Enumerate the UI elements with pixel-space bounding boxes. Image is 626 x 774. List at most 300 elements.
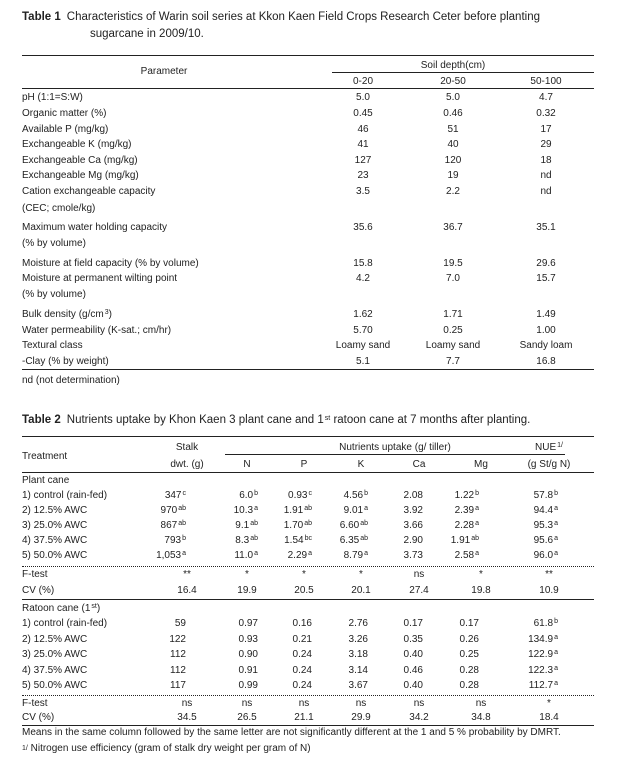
table2-treatment-value: 5) 50.0% AWC [22, 680, 88, 691]
table1-cell-value: 7.0 [446, 273, 460, 284]
table2-stat-value-value: 19.8 [471, 585, 491, 596]
table2-note-dmrt-value: Means in the same column followed by the same letter are not significantly different at the 1 and 5 % probability by DMRT. [22, 727, 561, 738]
table1-depth-col [440, 76, 466, 88]
table2-cell-value: 8.79 [343, 550, 364, 561]
table2-cell-letter: b [182, 535, 186, 542]
table2-cell-value: 0.35 [403, 633, 423, 645]
table1-row-label [22, 124, 108, 136]
table2-cell-value: 117 [170, 680, 186, 691]
table2-cell [404, 520, 423, 532]
table2-stat-value-value: ns [413, 698, 425, 709]
table2-stat-value-value: 20.1 [351, 585, 371, 596]
table2-nutrient-col [413, 459, 426, 471]
table2-cell [293, 649, 312, 661]
table2-cell [156, 550, 186, 562]
table2-cell-value: 3.73 [403, 550, 423, 561]
table1-depth-col [530, 76, 561, 88]
table2-cell-letter: a [308, 550, 312, 557]
table2-cell [460, 618, 479, 630]
table1-cell [540, 124, 551, 136]
table2-nutrients-header-value: Nutrients uptake (g/ tiller) [339, 442, 451, 453]
table2-stat-value-value: ** [183, 569, 191, 580]
table2-stat-label-value: CV (%) [22, 712, 55, 723]
table2-cell [239, 618, 258, 630]
table1-cell [443, 222, 462, 234]
table2-cell [404, 680, 423, 692]
table2-cell-value: 2.90 [403, 535, 423, 546]
table2-cell [349, 618, 368, 630]
table2-cell-value: 9.1 [235, 520, 250, 531]
table2-nue-header [535, 442, 563, 454]
table2-cell-letter: b [364, 490, 368, 497]
table2-stat-value-value: 10.9 [539, 585, 559, 596]
table2-nutrient-col [474, 459, 488, 471]
table1-cell [353, 325, 372, 337]
table1-footnote-value: nd (not determination) [22, 375, 120, 386]
table2-cell-value: 3.26 [348, 633, 368, 645]
table2-stat-value [294, 712, 313, 724]
table2-cell [534, 618, 558, 630]
table1-cell-value: 1.00 [536, 325, 556, 336]
table2-stat-value-value: * [547, 698, 551, 709]
table2-cell-value: 3.92 [403, 505, 423, 516]
table2-stat-value-value: 29.9 [351, 712, 371, 723]
table2-cell-letter: ab [250, 520, 258, 527]
table2-nutrient-col-value: N [243, 459, 251, 470]
table2-cell-letter: a [554, 649, 558, 656]
table1-cell [447, 139, 458, 151]
table1-cell [353, 222, 372, 234]
table1-cell-value: 1.62 [353, 309, 373, 320]
table2-cell-value: 6.0 [239, 490, 254, 501]
table2-cell-letter: b [554, 618, 558, 625]
table2-cell-value: 11.0 [234, 550, 254, 561]
table2-stat-value-value: ns [475, 698, 487, 709]
table1-row-label [22, 108, 106, 120]
table2-plant-cane-label [22, 475, 69, 487]
table2-stat-label-value: F-test [22, 698, 48, 709]
table1-row-label [22, 155, 138, 167]
table2-stat-value [245, 569, 249, 581]
table1-row-label-value: pH (1:1=S:W) [22, 92, 83, 103]
table2-nue-header-letter: 1/ [557, 442, 563, 449]
table1-header-rule [22, 88, 594, 89]
table2-cell-value: 112.7 [528, 680, 554, 691]
table2-cell [293, 618, 312, 630]
table2-cell [404, 665, 423, 677]
table2-treatment-value: 5) 50.0% AWC [22, 550, 88, 561]
table2-treatment [22, 535, 87, 547]
table1-cell [356, 92, 370, 104]
table2-cell [340, 535, 368, 547]
table2-ratoon-label [22, 603, 100, 615]
table1-cell [426, 340, 480, 352]
table2-cell-value: 0.17 [459, 618, 479, 629]
table1-row-label-value: Bulk density (g/cm [22, 309, 104, 320]
table2-cell [455, 505, 479, 517]
table2-cell [349, 649, 368, 661]
table1-cell [356, 273, 370, 285]
table1-cell-value: Loamy sand [425, 340, 481, 351]
table2-cell [455, 520, 479, 532]
table2-cell-value: 2.28 [454, 520, 475, 531]
table2-cell-value: 96.0 [533, 550, 554, 561]
table2-stat-value [359, 569, 363, 581]
table2-stat-value-value: * [359, 569, 363, 580]
table2-treatment-value: 3) 25.0% AWC [22, 649, 88, 660]
table2-stat-value-value: 27.4 [409, 585, 429, 596]
table2-cell-value: 0.24 [292, 649, 312, 660]
table2-cell [175, 618, 186, 630]
table2-treatment [22, 618, 107, 630]
table2-cell [235, 520, 258, 532]
table2-cell-letter: a [475, 520, 479, 527]
table2-cell-value: 0.21 [292, 633, 312, 645]
table1-cell [536, 222, 555, 234]
table1-cell-value: 19 [447, 170, 459, 181]
table2-stalk-unit [170, 459, 203, 471]
table2-cell-value: 0.93 [288, 490, 308, 501]
table2-cell-value: 1.91 [450, 535, 471, 546]
table2-cell-letter: a [554, 680, 558, 687]
table2-cell-value: 867 [160, 520, 178, 531]
table2-cell-value: 0.24 [292, 680, 312, 691]
table1-cell-value: 5.0 [446, 92, 460, 103]
table1-row-label-value: Cation exchangeable capacity [22, 186, 156, 197]
table2-cell [293, 680, 312, 692]
table2-cell-letter: c [182, 490, 186, 497]
table2-cell-value: 1.22 [454, 490, 475, 501]
table2-cell [164, 535, 186, 547]
table2-stat-value-value: 20.5 [294, 585, 314, 596]
table2-cell [534, 505, 558, 517]
table2-cell-value: 0.28 [459, 664, 479, 676]
table2-stat-value [479, 569, 483, 581]
table2-nue-unit [528, 459, 571, 471]
table2-stat-value-value: ns [413, 569, 425, 580]
table1-cell-value: 1.49 [536, 309, 556, 320]
table2-stat-label [22, 569, 48, 581]
table1-cell-value: 36.7 [443, 222, 463, 233]
table2-cell-letter: b [554, 490, 558, 497]
table1-parameter-header [141, 66, 188, 78]
table2-cell [234, 550, 258, 562]
table2-treatment-header [22, 451, 67, 463]
table1-cell [540, 170, 551, 182]
table1-cell-value: 19.5 [443, 258, 463, 269]
table1-cell [355, 155, 372, 167]
table2-cell-letter: ab [178, 505, 186, 512]
table2-treatment-value: 4) 37.5% AWC [22, 664, 88, 676]
table2-ratoon-label-tail: ) [96, 603, 101, 614]
table2-stat-value-value: ns [355, 698, 367, 709]
table1-row-label [22, 340, 83, 352]
table1-row-label-cont [22, 203, 95, 215]
table1-row-label-cont [22, 238, 86, 250]
table2-cell [404, 550, 423, 562]
superscript: 3 [104, 309, 109, 316]
table2-cell-value: 122.9 [528, 649, 554, 660]
table2-cell [528, 649, 558, 661]
table2-stat-value-value: * [245, 569, 249, 580]
table2-cell-value: 3.14 [348, 664, 368, 676]
table2-cell [161, 520, 186, 532]
table2-cell [239, 649, 258, 661]
table2-nutrient-col [243, 459, 250, 471]
table2-cell-value: 0.93 [238, 633, 258, 645]
table1-cell-value: 23 [357, 170, 369, 181]
table1-row-label [22, 309, 112, 321]
table2-stat-value-value: * [479, 569, 483, 580]
table2-cell-letter: a [475, 505, 479, 512]
table2-cell [288, 550, 312, 562]
table2-cell [344, 550, 368, 562]
table1-cell [536, 108, 555, 120]
table2-cell [235, 535, 258, 547]
table2-cell-value: 2.58 [454, 550, 475, 561]
table2-cell-letter: a [475, 550, 479, 557]
table2-cell-letter: c [308, 490, 312, 497]
table2-stat-value [351, 585, 370, 597]
table2-header-rule [22, 472, 594, 473]
table2-stat-value-value: 34.5 [177, 712, 197, 723]
table1-cell-value: 4.2 [356, 273, 370, 284]
table2-cell-value: 0.40 [403, 680, 423, 691]
table2-cell-letter: a [554, 550, 558, 557]
table1-cell [443, 309, 462, 321]
table2-stat-value-value: 26.5 [237, 712, 257, 723]
table1-row-label [22, 170, 139, 182]
table1-cell [353, 258, 372, 270]
table1-row-label-value: Exchangeable K (mg/kg) [22, 139, 132, 150]
table2-cell [349, 680, 368, 692]
table2-nue-header-value: NUE [535, 442, 557, 453]
table1-cell [536, 273, 555, 285]
table2-cell [288, 490, 312, 502]
table2-cell-letter: a [554, 520, 558, 527]
table2-cell [170, 649, 186, 661]
table2-stat-value [409, 712, 428, 724]
table2-cell [170, 665, 186, 677]
table2-cell-value: 134.9 [528, 633, 554, 645]
table2-cell [534, 520, 558, 532]
table2-cell-value: 94.4 [533, 505, 554, 516]
table1-top-rule [22, 55, 594, 56]
table1-row-label [22, 273, 177, 285]
table2-cell [169, 634, 186, 646]
table2-cell-value: 61.8 [533, 618, 554, 629]
table2-caption-sup: st [324, 415, 331, 422]
table2-stat-value [471, 585, 490, 597]
table1-depth-rule [332, 72, 594, 73]
table1-cell-value: 0.46 [443, 108, 463, 119]
table2-cell-letter: a [554, 505, 558, 512]
table1-footnote [22, 375, 120, 387]
table2-ratoon-label-value: Ratoon cane (1 [22, 603, 91, 614]
table2-cell-letter: a [364, 550, 368, 557]
table1-caption-label: Table 1 [22, 11, 61, 23]
table2-treatment-value: 2) 12.5% AWC [22, 633, 88, 645]
table2-top-rule [22, 436, 594, 437]
table2-cell-value: 0.26 [459, 633, 479, 645]
table2-cell [460, 680, 479, 692]
table2-cell-letter: a [554, 633, 558, 641]
table2-nutrients-rule [225, 454, 565, 455]
table1-soil-depth-header-value: Soil depth(cm) [420, 60, 486, 71]
table1-cell-value: 5.1 [356, 356, 370, 367]
table2-stat-label [22, 698, 48, 710]
table2-cell-value: 793 [164, 535, 182, 546]
table2-cell-value: 0.28 [459, 680, 479, 691]
table2-cell [528, 665, 558, 677]
table2-cell-value: 122 [169, 633, 186, 645]
table1-cell-value: 0.32 [536, 108, 556, 119]
table2-cell-value: 3.18 [348, 649, 368, 660]
table2-cell [239, 490, 258, 502]
table2-treatment [22, 634, 87, 646]
table1-cell [540, 155, 551, 167]
table1-row-label [22, 139, 132, 151]
table1-cell [446, 356, 460, 368]
table2-cell-letter: ab [178, 520, 186, 527]
table2-cell [284, 535, 312, 547]
table1-cell [356, 356, 370, 368]
table2-cell [534, 490, 558, 502]
table1-row-label-value: Moisture at field capacity (% by volume) [22, 258, 199, 269]
table1-cell-value: 40 [447, 139, 459, 150]
table1-cell-value: 35.1 [536, 222, 556, 233]
table2-cell-value: 2.29 [287, 550, 308, 561]
table2-stat-value [351, 712, 370, 724]
table2-cell-value: 8.3 [235, 535, 250, 546]
table1-cell-value: 41 [357, 139, 369, 150]
table1-cell-value: 16.8 [536, 356, 556, 367]
table1-depth-col-value: 50-100 [530, 76, 562, 87]
table2-cell-value: 2.39 [454, 505, 475, 516]
table2-cell-value: 57.8 [533, 490, 554, 501]
table1-cell-value: Sandy loam [519, 340, 573, 351]
table2-stat-value-value: 34.2 [409, 712, 429, 723]
table1-cell-value: 18 [540, 155, 552, 166]
table1-cell-value: 15.7 [536, 273, 556, 284]
table2-mid-rule [22, 599, 594, 600]
table2-stat-value [237, 712, 256, 724]
table2-stalk-header [176, 442, 198, 454]
table1-row-label [22, 258, 199, 270]
table2-stat-value [183, 569, 191, 581]
table2-cell [404, 490, 423, 502]
table2-stat-value-value: ns [298, 698, 310, 709]
table2-cell-letter: a [182, 550, 186, 557]
table2-cell-letter: a [554, 664, 558, 672]
table1-cell-value: 29 [540, 139, 552, 150]
table2-cell-letter: ab [360, 520, 368, 527]
table2-cell-letter: ab [471, 535, 479, 542]
table2-treatment-value: 3) 25.0% AWC [22, 520, 88, 531]
table2-stat-value-value: 34.8 [471, 712, 491, 723]
table1-row-label-value: Available P (mg/kg) [22, 124, 109, 135]
table1-cell-value: 4.7 [539, 92, 553, 103]
table2-cell [344, 490, 368, 502]
table1-cell [443, 258, 462, 270]
table2-cell-value: 6.60 [339, 520, 360, 531]
table2-cell [404, 649, 423, 661]
table1-row-label-value: Water permeability (K-sat.; cm/hr) [22, 325, 172, 336]
table2-cell-letter: ab [304, 520, 312, 527]
table2-cell [460, 649, 479, 661]
table2-cell [349, 665, 368, 677]
table1-cell-value: 127 [354, 155, 372, 166]
table2-cell [404, 634, 423, 646]
table1-cell [446, 273, 460, 285]
table2-stat-value [471, 712, 490, 724]
table2-stat-value [299, 698, 310, 710]
table2-cell [528, 634, 558, 646]
table2-stat-value-value: * [302, 569, 306, 580]
table2-stat-value [547, 698, 551, 710]
table2-cell-letter: a [254, 505, 258, 512]
table2-cell-value: 0.99 [238, 680, 258, 691]
table2-dotted-rule [22, 695, 594, 696]
table1-cell [520, 340, 573, 352]
table2-cell-value: 59 [174, 618, 186, 629]
table2-cell-value: 3.67 [348, 680, 368, 691]
table2-cell-value: 0.91 [238, 664, 258, 676]
table2-nutrient-col-value: Ca [412, 459, 426, 470]
table2-cell-value: 1.91 [283, 505, 304, 516]
table2-stalk-unit-value: dwt. (g) [170, 459, 204, 470]
table2-cell [404, 505, 423, 517]
table2-treatment [22, 665, 87, 677]
table2-stat-value [414, 569, 425, 581]
table2-cell-letter: b [254, 490, 258, 497]
table1-row-label-tail: ) [108, 309, 112, 320]
table2-cell [534, 550, 558, 562]
table1-cell-value: 5.70 [353, 325, 373, 336]
table2-stat-label-value: CV (%) [22, 585, 55, 596]
table1-cell [357, 170, 368, 182]
table1-row-label-value: -Clay (% by weight) [22, 356, 109, 367]
table2-cell-value: 970 [160, 505, 178, 516]
table1-cell [357, 124, 368, 136]
table2-stat-value-value: ns [241, 698, 253, 709]
table1-cell-value: 17 [540, 124, 552, 135]
table2-ratoon-label-letter: st [91, 603, 97, 610]
table1-row-label-cont-value: (CEC; cmole/kg) [22, 203, 96, 214]
table2-cell [404, 618, 423, 630]
table2-note-nue-value: 1/ [22, 745, 28, 752]
table1-row-label-value: Textural class [22, 340, 83, 351]
table2-bottom-rule [22, 725, 594, 726]
table2-cell-value: 9.01 [343, 505, 364, 516]
table1-row-label-value: Exchangeable Mg (mg/kg) [22, 170, 139, 181]
table2-stat-value [177, 712, 196, 724]
table2-stat-value [545, 569, 553, 581]
table1-cell [443, 108, 462, 120]
table2-stat-label-value: F-test [22, 569, 48, 580]
table2-cell-value: 0.25 [459, 649, 479, 660]
table1-cell [539, 92, 553, 104]
table2-treatment-value: 4) 37.5% AWC [22, 535, 88, 546]
table1-cell [357, 139, 368, 151]
table1-caption [22, 9, 540, 43]
table2-caption-label: Table 2 [22, 414, 61, 426]
table1-depth-col-value: 20-50 [440, 76, 466, 87]
table2-cell [455, 550, 479, 562]
table2-treatment [22, 550, 87, 562]
table2-cell [239, 634, 258, 646]
table1-cell [536, 258, 555, 270]
